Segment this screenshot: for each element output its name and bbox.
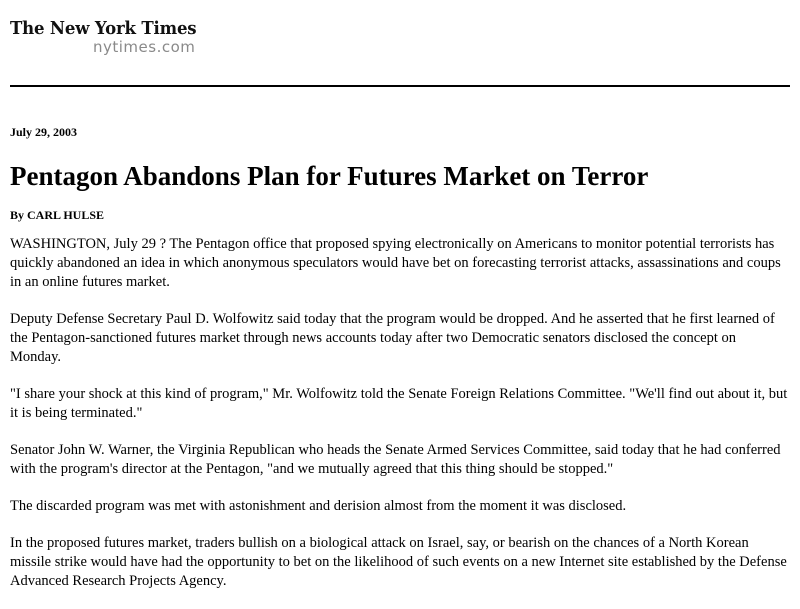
masthead [10,18,230,60]
article-paragraph: Senator John W. Warner, the Virginia Republican who heads the Senate Armed Services Committee, said today that he had conferred with the program's director at the Pentagon, "and we mutually agreed that this thing should be stopped." [10,442,781,477]
nytimes-site-label[interactable]: nytimes.com [93,38,196,56]
article-paragraph: Deputy Defense Secretary Paul D. Wolfowitz said today that the program would be dropped. And he asserted that he first learned of the Pentagon-sanctioned futures market through news accounts today after two Democratic senators disclosed the concept on Monday. [10,311,775,365]
article-byline: By CARL HULSE [10,208,105,222]
article-body [10,235,790,591]
header-divider [10,85,790,87]
article-paragraph: In the proposed futures market, traders bullish on a biological attack on Israel, say, or bearish on the chances of a North Korean missile strike would have had the opportunity to bet on the likelihood of such events on a new Internet site established by the Defense Advanced Research Projects Agency. [10,535,787,589]
article-date: July 29, 2003 [10,125,78,139]
article-headline: Pentagon Abandons Plan for Futures Market on Terror [10,161,649,191]
article-paragraph: The discarded program was met with astonishment and derision almost from the moment it was disclosed. [10,498,627,514]
article [10,124,790,609]
article-paragraph: "I share your shock at this kind of program," Mr. Wolfowitz told the Senate Foreign Relations Committee. "We'll find out about it, but it is being terminated." [10,386,788,421]
article-paragraph: WASHINGTON, July 29 ? The Pentagon office that proposed spying electronically on Americans to monitor potential terrorists has quickly abandoned an idea in which anonymous speculators would have bet on forecasting terrorist attacks, assassinations and coups in an online futures market. [10,236,781,290]
nyt-logo[interactable]: The New York Times [10,18,197,39]
